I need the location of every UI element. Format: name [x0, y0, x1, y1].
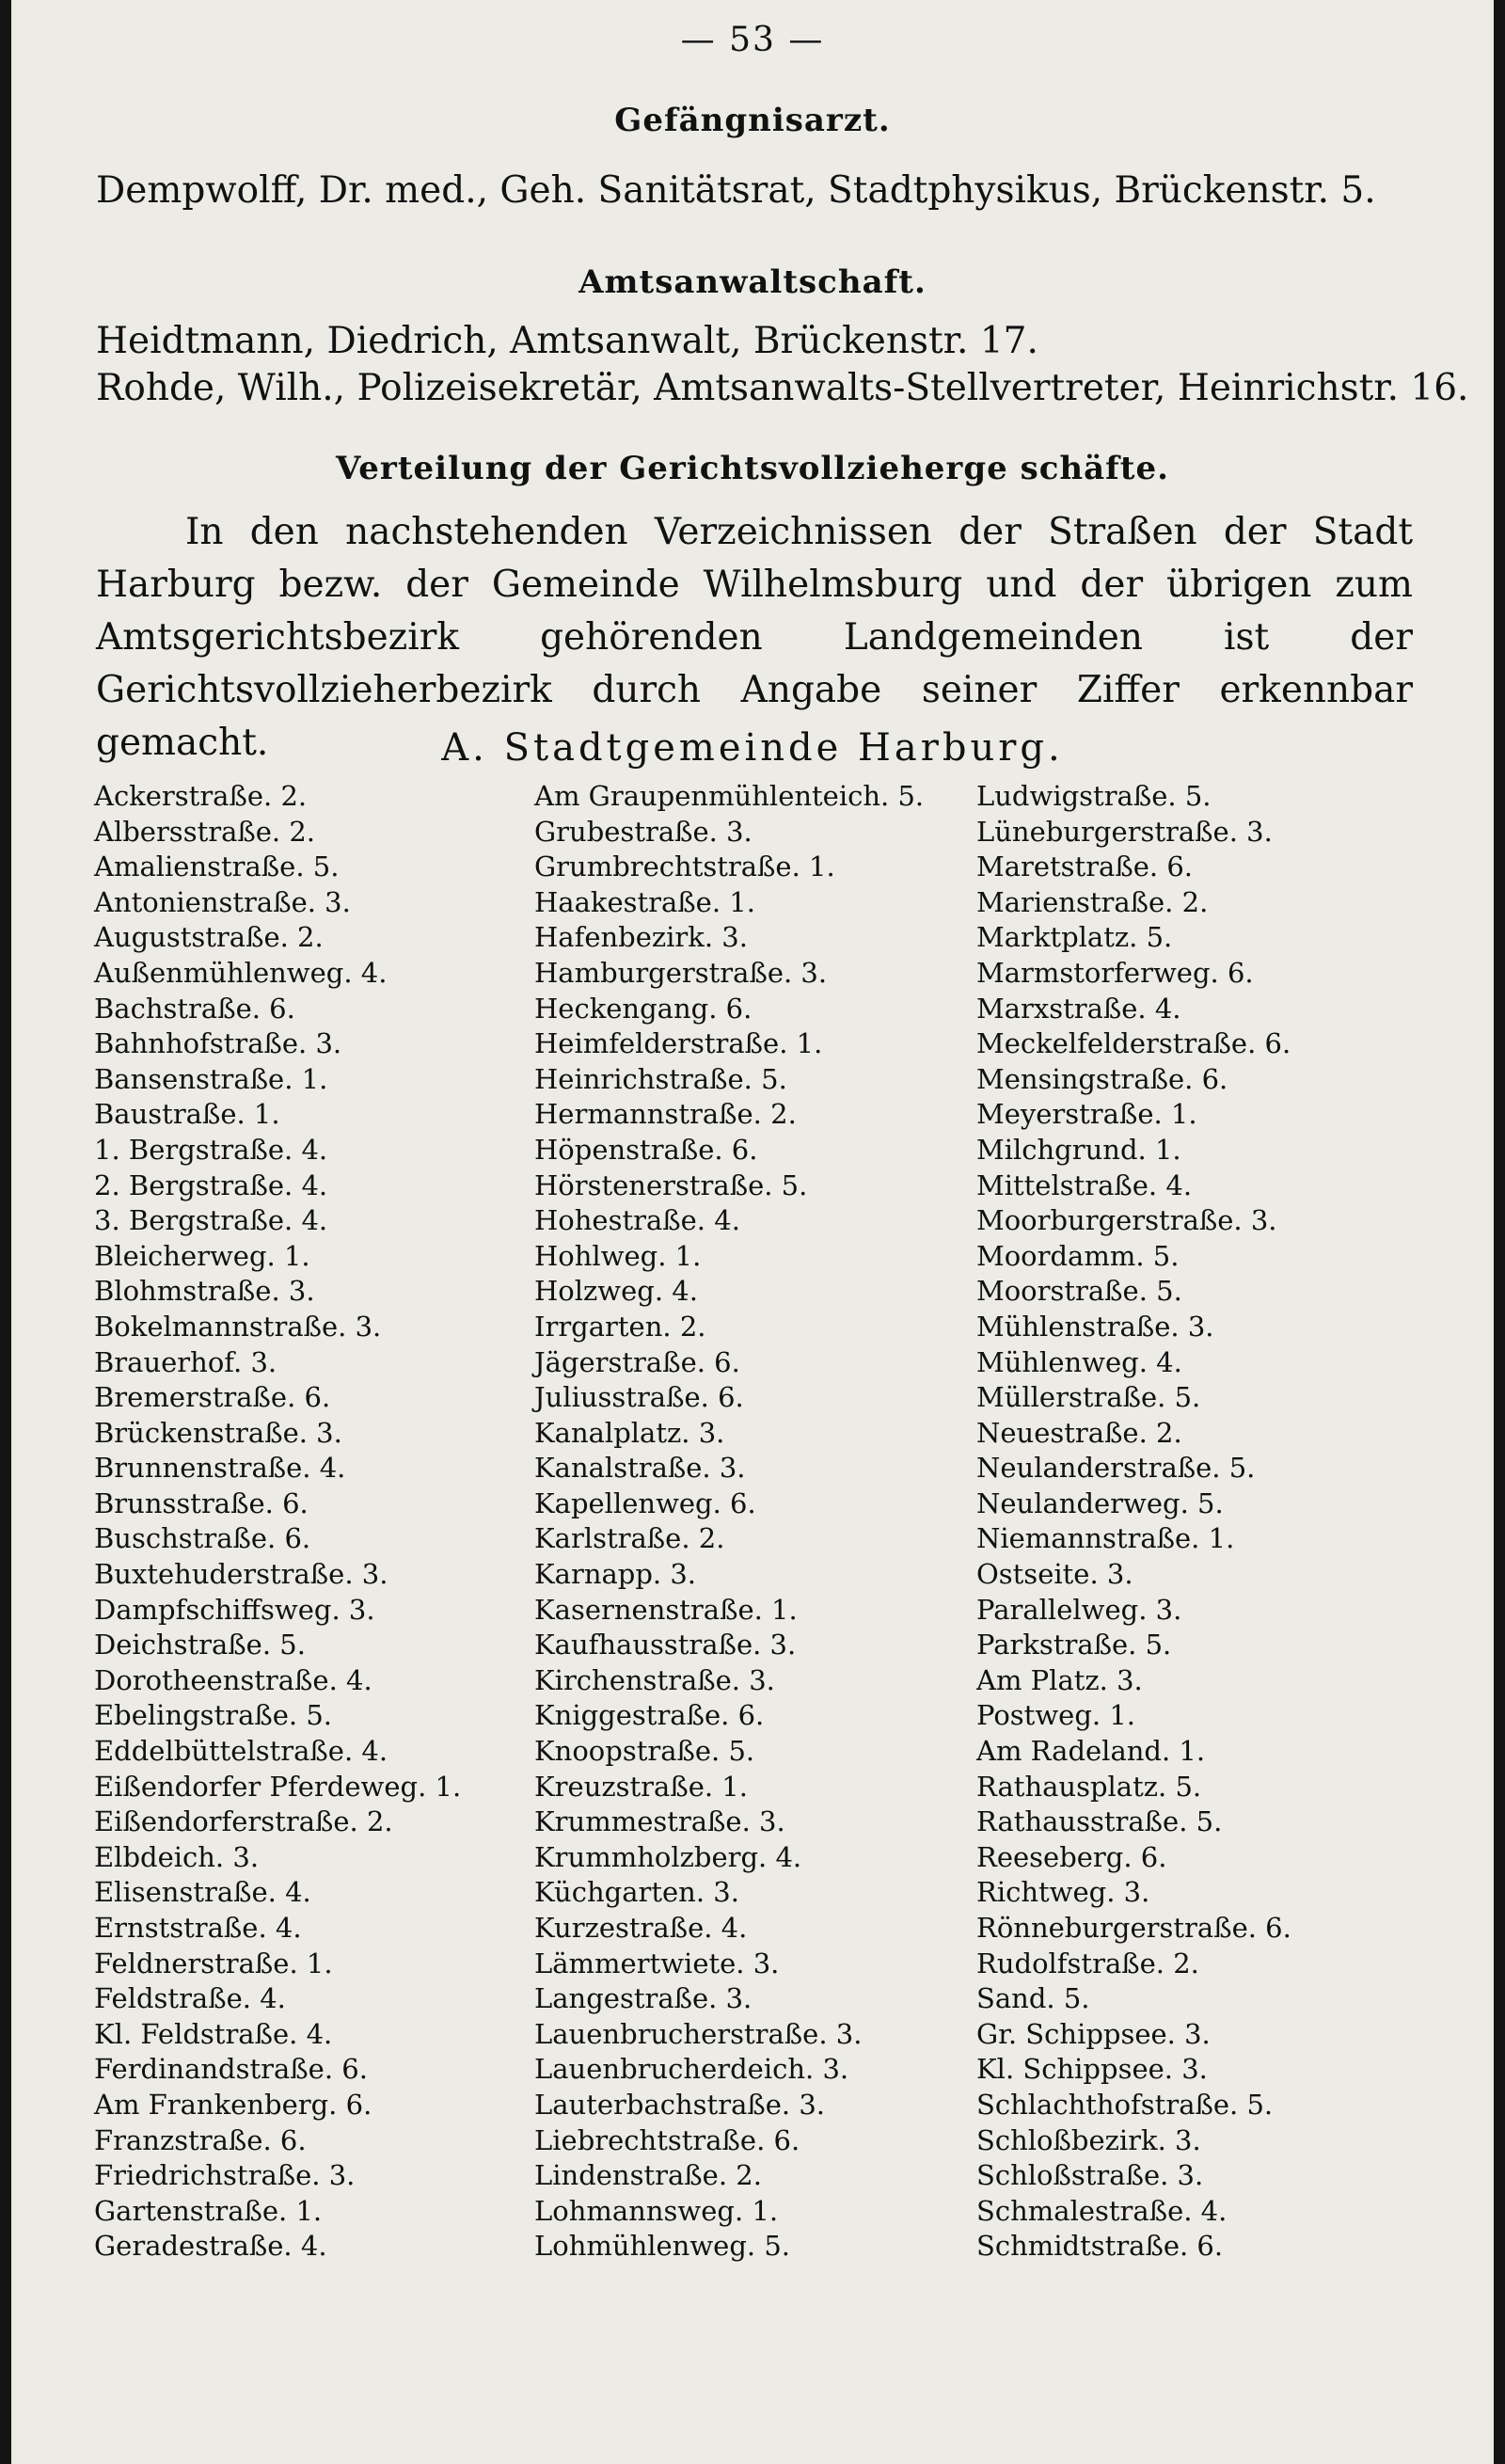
street-entry: Haakestraße. 1. — [534, 885, 755, 918]
street-entry: Außenmühlenweg. 4. — [94, 956, 388, 989]
street-entry: Geradestraße. 4. — [94, 2230, 327, 2263]
street-entry: Karnapp. 3. — [534, 1558, 697, 1591]
street-entry: Parallelweg. 3. — [976, 1593, 1182, 1626]
street-entry: Sand. 5. — [976, 1982, 1090, 2015]
street-entry: Buschstraße. 6. — [94, 1522, 311, 1555]
street-entry: Schmidtstraße. 6. — [976, 2230, 1224, 2263]
street-entry: Am Graupenmühlenteich. 5. — [534, 780, 925, 812]
street-entry: Juliusstraße. 6. — [534, 1381, 744, 1414]
street-entry: Albersstraße. 2. — [94, 815, 316, 848]
street-entry: Elbdeich. 3. — [94, 1840, 260, 1873]
street-entry: Lüneburgerstraße. 3. — [976, 815, 1273, 848]
street-entry: 3. Bergstraße. 4. — [94, 1204, 328, 1237]
street-entry: Müllerstraße. 5. — [976, 1381, 1201, 1414]
street-entry: Ackerstraße. 2. — [94, 780, 308, 812]
street-entry: Am Frankenberg. 6. — [94, 2088, 372, 2121]
street-entry: Höpenstraße. 6. — [534, 1133, 758, 1166]
street-entry: Auguststraße. 2. — [94, 921, 324, 954]
street-entry: Grumbrechtstraße. 1. — [534, 850, 835, 883]
street-entry: Knoopstraße. 5. — [534, 1735, 755, 1768]
street-entry: Dampfschiffsweg. 3. — [94, 1593, 375, 1626]
street-entry: Lohmannsweg. 1. — [534, 2194, 779, 2227]
street-entry: 1. Bergstraße. 4. — [94, 1133, 328, 1166]
street-entry: Franzstraße. 6. — [94, 2123, 307, 2156]
street-entry: Hermannstraße. 2. — [534, 1098, 797, 1131]
street-entry: Dorotheenstraße. 4. — [94, 1663, 372, 1696]
street-entry: Gr. Schippsee. 3. — [976, 2017, 1211, 2050]
street-entry: Lohmühlenweg. 5. — [534, 2230, 791, 2263]
street-entry: Eddelbüttelstraße. 4. — [94, 1735, 388, 1768]
street-entry: Elisenstraße. 4. — [94, 1876, 311, 1909]
heading-prosecutor: Amtsanwaltschaft. — [578, 263, 927, 301]
street-entry: Kaufhausstraße. 3. — [534, 1629, 797, 1661]
street-entry: Kapellenweg. 6. — [534, 1486, 756, 1519]
street-entry: Heckengang. 6. — [534, 992, 752, 1025]
street-entry: Hafenbezirk. 3. — [534, 921, 748, 954]
street-entry: Kl. Feldstraße. 4. — [94, 2017, 333, 2050]
street-entry: Moordamm. 5. — [976, 1239, 1180, 1272]
street-entry: Feldnerstraße. 1. — [94, 1947, 333, 1979]
street-entry: Hohestraße. 4. — [534, 1204, 740, 1237]
street-entry: Rönneburgerstraße. 6. — [976, 1912, 1291, 1944]
street-entry: Lauenbrucherstraße. 3. — [534, 2017, 863, 2050]
street-entry: Marktplatz. 5. — [976, 921, 1173, 954]
street-entry: Parkstraße. 5. — [976, 1629, 1172, 1661]
street-entry: Heinrichstraße. 5. — [534, 1062, 787, 1095]
street-entry: Antonienstraße. 3. — [94, 885, 351, 918]
street-entry: Eißendorfer Pferdeweg. 1. — [94, 1770, 462, 1803]
street-entry: Heimfelderstraße. 1. — [534, 1027, 823, 1060]
street-entry: Bansenstraße. 1. — [94, 1062, 328, 1095]
street-entry: Lauterbachstraße. 3. — [534, 2088, 826, 2121]
street-entry: Brunsstraße. 6. — [94, 1486, 309, 1519]
street-entry: Bachstraße. 6. — [94, 992, 295, 1025]
street-entry: Buxtehuderstraße. 3. — [94, 1558, 388, 1591]
street-entry: Bleicherweg. 1. — [94, 1239, 310, 1272]
street-entry: Marienstraße. 2. — [976, 885, 1209, 918]
street-entry: Kanalstraße. 3. — [534, 1452, 746, 1485]
street-entry: Hörstenerstraße. 5. — [534, 1168, 808, 1201]
street-entry: Ludwigstraße. 5. — [976, 780, 1212, 812]
street-entry: Am Radeland. 1. — [976, 1735, 1206, 1768]
street-entry: Irrgarten. 2. — [534, 1310, 706, 1343]
street-entry: Mittelstraße. 4. — [976, 1168, 1193, 1201]
entry-heidtmann: Heidtmann, Diedrich, Amtsanwalt, Brückenstr. 17. — [96, 320, 1038, 362]
street-entry: Karlstraße. 2. — [534, 1522, 725, 1555]
street-entry: Liebrechtstraße. 6. — [534, 2123, 800, 2156]
heading-distribution: Verteilung der Gerichtsvollzieherge schäfte. — [336, 450, 1169, 487]
street-entry: Kasernenstraße. 1. — [534, 1593, 798, 1626]
street-entry: Lindenstraße. 2. — [534, 2159, 762, 2192]
street-entry: Ferdinandstraße. 6. — [94, 2053, 368, 2086]
street-entry: Reeseberg. 6. — [976, 1840, 1167, 1873]
street-entry: Schloßbezirk. 3. — [976, 2123, 1201, 2156]
street-list-col2 — [534, 779, 924, 2265]
street-entry: Am Platz. 3. — [976, 1663, 1143, 1696]
street-entry: Lauenbrucherdeich. 3. — [534, 2053, 849, 2086]
street-entry: Moorburgerstraße. 3. — [976, 1204, 1277, 1237]
entry-dempwolff: Dempwolff, Dr. med., Geh. Sanitätsrat, Stadtphysikus, Brückenstr. 5. — [96, 169, 1376, 212]
street-entry: Krummestraße. 3. — [534, 1805, 785, 1838]
street-entry: Schmalestraße. 4. — [976, 2194, 1228, 2227]
street-entry: Deichstraße. 5. — [94, 1629, 306, 1661]
street-entry: Amalienstraße. 5. — [94, 850, 340, 883]
street-entry: Kniggestraße. 6. — [534, 1699, 765, 1732]
street-entry: Rathausplatz. 5. — [976, 1770, 1202, 1803]
street-entry: Kanalplatz. 3. — [534, 1416, 725, 1449]
street-entry: 2. Bergstraße. 4. — [94, 1168, 328, 1201]
street-entry: Rudolfstraße. 2. — [976, 1947, 1199, 1979]
entry-rohde: Rohde, Wilh., Polizeisekretär, Amtsanwalts-Stellvertreter, Heinrichstr. 16. — [96, 367, 1469, 409]
document-page — [11, 0, 1494, 2464]
street-entry: Schlachthofstraße. 5. — [976, 2088, 1274, 2121]
street-entry: Postweg. 1. — [976, 1699, 1135, 1732]
street-entry: Bremerstraße. 6. — [94, 1381, 331, 1414]
distribution-paragraph: In den nachstehenden Verzeichnissen der Straßen der Stadt Harburg bezw. der Gemeinde Wilhelmsburg und der übrigen zum Amtsgerichtsbezirk gehörenden Landgemeinden ist der Gerichtsvollzieherbezirk durch Angabe seiner Ziffer erkennbar gemacht. — [96, 511, 1413, 764]
street-entry: Feldstraße. 4. — [94, 1982, 286, 2015]
street-entry: Gartenstraße. 1. — [94, 2194, 323, 2227]
street-entry: Marmstorferweg. 6. — [976, 956, 1254, 989]
street-entry: Mühlenweg. 4. — [976, 1345, 1182, 1378]
street-entry: Eißendorferstraße. 2. — [94, 1805, 393, 1838]
street-list-col1 — [94, 779, 461, 2265]
street-entry: Küchgarten. 3. — [534, 1876, 739, 1909]
street-entry: Brunnenstraße. 4. — [94, 1452, 346, 1485]
street-entry: Bahnhofstraße. 3. — [94, 1027, 342, 1060]
street-entry: Brauerhof. 3. — [94, 1345, 277, 1378]
street-entry: Friedrichstraße. 3. — [94, 2159, 356, 2192]
street-entry: Hohlweg. 1. — [534, 1239, 702, 1272]
street-entry: Kurzestraße. 4. — [534, 1912, 748, 1944]
street-list-col3 — [976, 779, 1291, 2265]
street-entry: Grubestraße. 3. — [534, 815, 752, 848]
street-entry: Holzweg. 4. — [534, 1275, 698, 1308]
street-entry: Jägerstraße. 6. — [534, 1345, 740, 1378]
street-entry: Ebelingstraße. 5. — [94, 1699, 333, 1732]
street-entry: Schloßstraße. 3. — [976, 2159, 1204, 2192]
street-entry: Krummholzberg. 4. — [534, 1840, 802, 1873]
street-entry: Neulanderstraße. 5. — [976, 1452, 1256, 1485]
page-number: — 53 — — [680, 21, 825, 59]
street-entry: Meckelfelderstraße. 6. — [976, 1027, 1291, 1060]
street-entry: Niemannstraße. 1. — [976, 1522, 1235, 1555]
street-entry: Mensingstraße. 6. — [976, 1062, 1228, 1095]
street-entry: Mühlenstraße. 3. — [976, 1310, 1214, 1343]
street-entry: Baustraße. 1. — [94, 1098, 280, 1131]
street-entry: Neulanderweg. 5. — [976, 1486, 1224, 1519]
street-entry: Brückenstraße. 3. — [94, 1416, 342, 1449]
street-entry: Richtweg. 3. — [976, 1876, 1150, 1909]
city-section-title: A. Stadtgemeinde Harburg. — [441, 726, 1064, 770]
heading-prison-doctor: Gefängnisarzt. — [614, 102, 891, 139]
street-entry: Ernststraße. 4. — [94, 1912, 302, 1944]
street-entry: Meyerstraße. 1. — [976, 1098, 1197, 1131]
street-entry: Marxstraße. 4. — [976, 992, 1181, 1025]
street-entry: Bokelmannstraße. 3. — [94, 1310, 382, 1343]
street-entry: Maretstraße. 6. — [976, 850, 1193, 883]
street-entry: Lämmertwiete. 3. — [534, 1947, 780, 1979]
street-entry: Kirchenstraße. 3. — [534, 1663, 775, 1696]
street-entry: Hamburgerstraße. 3. — [534, 956, 828, 989]
street-entry: Milchgrund. 1. — [976, 1133, 1181, 1166]
street-entry: Ostseite. 3. — [976, 1558, 1133, 1591]
street-entry: Rathausstraße. 5. — [976, 1805, 1223, 1838]
street-entry: Blohmstraße. 3. — [94, 1275, 315, 1308]
street-entry: Kl. Schippsee. 3. — [976, 2053, 1208, 2086]
street-entry: Kreuzstraße. 1. — [534, 1770, 748, 1803]
street-entry: Neuestraße. 2. — [976, 1416, 1182, 1449]
street-entry: Langestraße. 3. — [534, 1982, 752, 2015]
street-entry: Moorstraße. 5. — [976, 1275, 1182, 1308]
